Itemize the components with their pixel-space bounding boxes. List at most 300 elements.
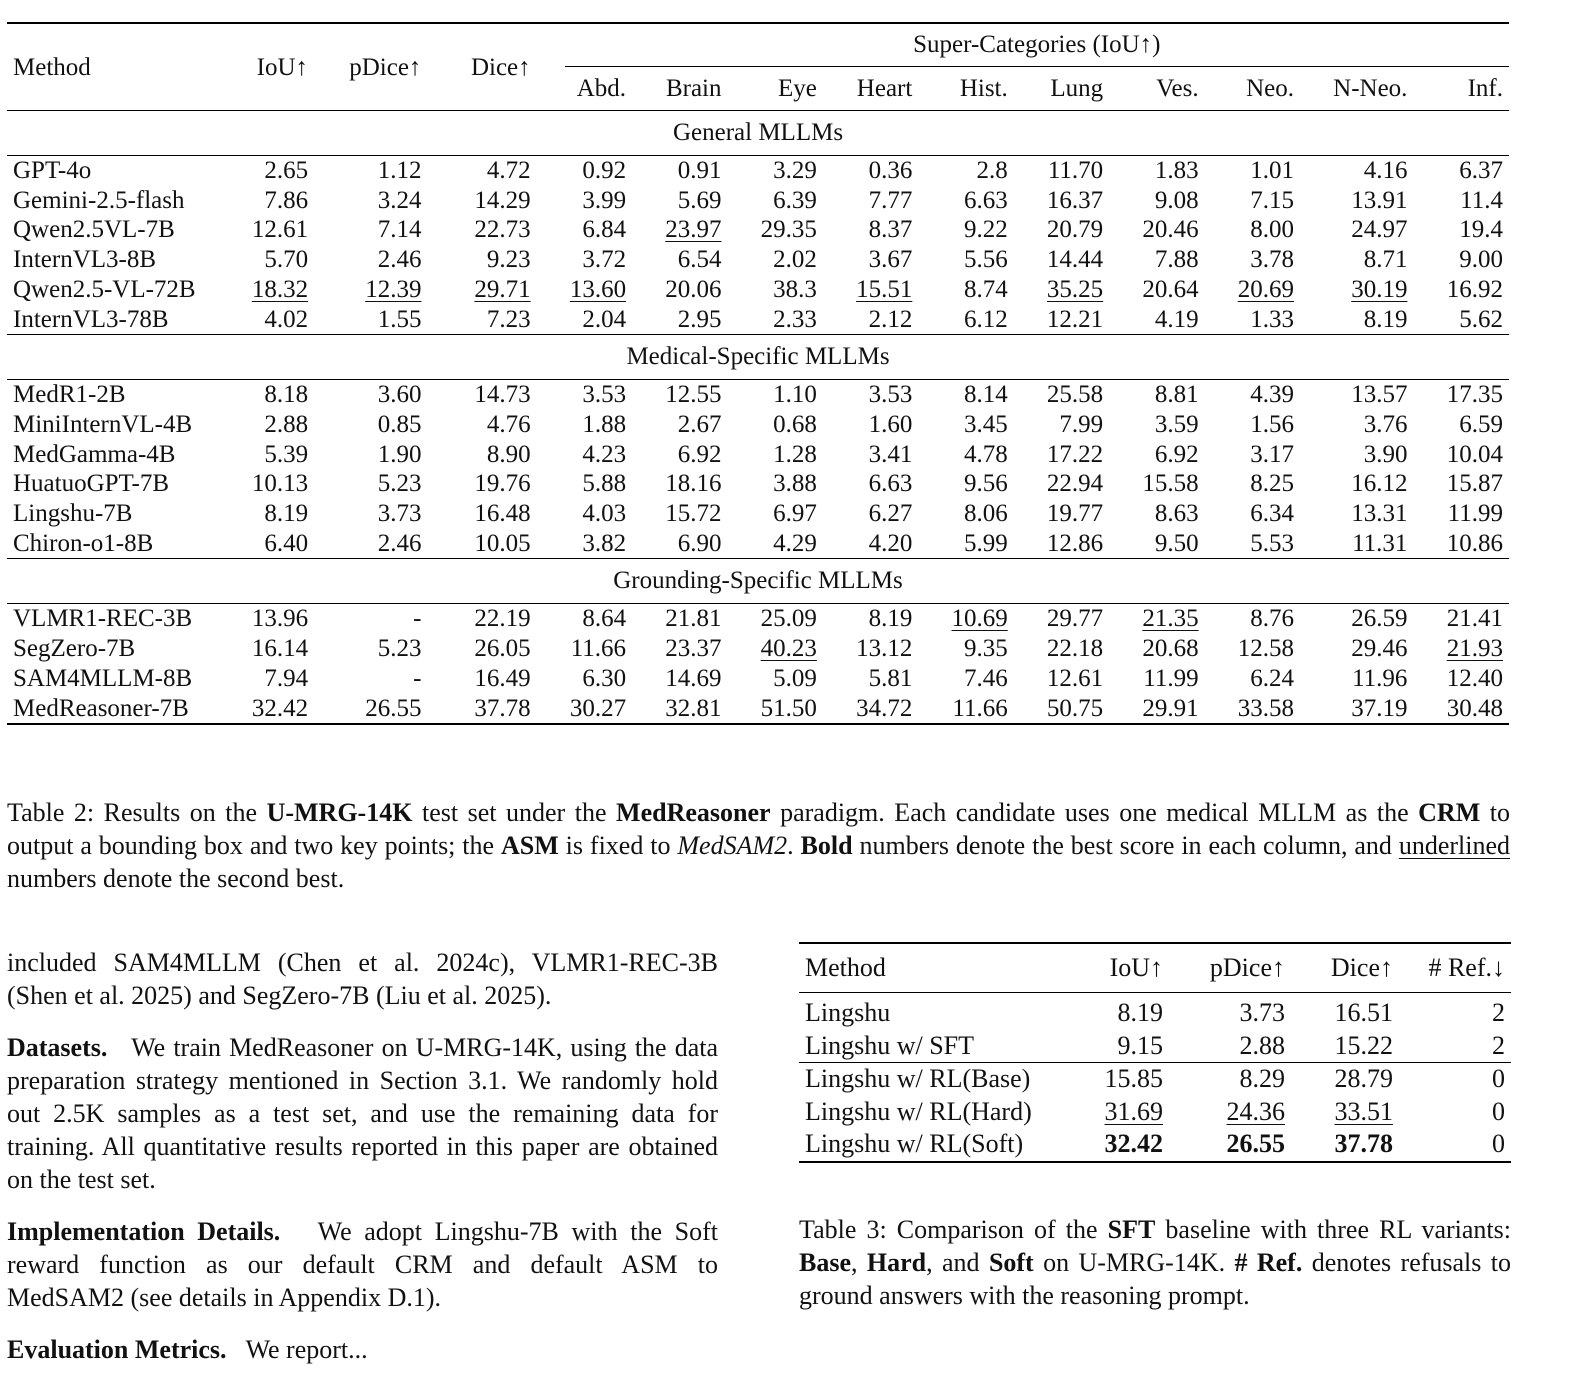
value-text: 9.35: [964, 635, 1008, 663]
value-text: 3.90: [1363, 440, 1408, 468]
paragraph-implementation: [7, 1215, 718, 1314]
table-row: [799, 993, 1511, 1030]
value-cell: [234, 604, 314, 634]
value-cell: [537, 275, 632, 305]
value-text: 2.46: [377, 246, 422, 274]
value-text: 8.19: [868, 605, 913, 633]
value-cell: [1109, 305, 1204, 335]
value-cell: [537, 499, 632, 529]
header-category: Abd.: [576, 75, 627, 102]
value-cell: [234, 275, 314, 305]
value-cell: [1014, 380, 1109, 410]
value-cell: [823, 245, 918, 275]
value-text: 15.51: [856, 275, 913, 303]
value-text: 0.36: [868, 157, 913, 184]
value-text: 3.45: [964, 410, 1008, 438]
value-cell: [1169, 993, 1291, 1030]
table-row: [7, 305, 1509, 335]
value-text: 21.93: [1446, 635, 1503, 663]
value-text: 11.70: [1047, 157, 1104, 184]
header-category: Neo.: [1246, 75, 1295, 102]
value-text: 6.92: [677, 440, 722, 468]
table-3-header-cell: Method: [799, 943, 1089, 993]
value-text: 6.59: [1459, 410, 1503, 438]
value-text: 2.8: [976, 157, 1008, 184]
value-cell: [537, 604, 632, 634]
value-cell: [234, 634, 314, 664]
value-cell: [1089, 1128, 1169, 1162]
value-text: 19.4: [1459, 216, 1503, 244]
value-text: 7.15: [1250, 186, 1295, 214]
value-text: 3.73: [377, 500, 422, 528]
value-cell: [727, 410, 822, 440]
value-text: 10.13: [251, 470, 309, 498]
paragraph-text: We train MedReasoner on U-MRG-14K, using the data preparation strategy mentioned in Section 3.1. We randomly hold out 2.5K samples as a test set, and use the remaining data for training. All quantitative results reported in this paper are obtained on the test set.: [7, 1033, 718, 1194]
value-cell: [427, 499, 536, 529]
value-text: 25.09: [760, 605, 817, 633]
value-text: 16.37: [1046, 186, 1104, 214]
method-cell: HuatuoGPT-7B: [13, 470, 170, 498]
caption-text: is fixed to: [558, 831, 678, 860]
value-cell: [1089, 993, 1169, 1030]
value-text: 32.42: [1104, 1129, 1163, 1159]
value-text: 29.46: [1351, 635, 1408, 663]
value-text: 13.91: [1351, 186, 1408, 214]
value-text: 30.27: [569, 694, 627, 722]
value-cell: [1300, 305, 1413, 335]
value-text: 10.05: [474, 529, 531, 557]
caption-text: ,: [851, 1248, 867, 1277]
caption-text: numbers denote the best score in each column, and: [852, 831, 1399, 860]
value-text: 33.58: [1237, 694, 1295, 722]
value-text: 5.88: [582, 470, 627, 498]
value-text: 0: [1492, 1064, 1505, 1094]
value-cell: [918, 186, 1013, 216]
value-cell: [1300, 469, 1413, 499]
value-cell: [1205, 215, 1300, 245]
value-cell: [314, 634, 427, 664]
value-text: 21.41: [1446, 605, 1503, 633]
value-text: 30.48: [1446, 694, 1503, 722]
value-text: 35.25: [1046, 275, 1104, 303]
header-dice: Dice↑: [427, 23, 536, 111]
value-text: 6.12: [964, 305, 1008, 333]
table-row: [7, 664, 1509, 694]
value-cell: [1109, 469, 1204, 499]
caption-text: baseline with three RL variants:: [1155, 1215, 1511, 1244]
value-text: 9.56: [964, 470, 1008, 498]
value-text: 8.90: [486, 440, 531, 468]
caption-italic: MedSAM2: [677, 831, 788, 860]
value-cell: [1014, 634, 1109, 664]
value-text: 12.39: [365, 275, 422, 303]
results-table: [7, 22, 1509, 725]
value-text: 8.63: [1154, 500, 1199, 528]
value-cell: [823, 469, 918, 499]
value-cell: [632, 440, 727, 470]
value-cell: [1300, 245, 1413, 275]
value-cell: [1109, 604, 1204, 634]
value-text: 9.22: [964, 216, 1008, 244]
value-text: 3.99: [582, 186, 627, 214]
value-cell: [1089, 1063, 1169, 1096]
value-cell: [314, 410, 427, 440]
value-text: 37.78: [474, 694, 531, 722]
caption-underlined: underlined: [1398, 831, 1511, 860]
value-cell: [918, 410, 1013, 440]
table-3-header-cell: pDice↑: [1169, 943, 1291, 993]
value-text: 6.30: [582, 664, 627, 692]
header-category: Brain: [665, 75, 722, 102]
value-cell: [1413, 305, 1509, 335]
table-3-header-row: [799, 943, 1511, 993]
value-text: 7.94: [264, 664, 309, 692]
value-text: 33.51: [1334, 1096, 1393, 1126]
value-text: 15.58: [1142, 470, 1199, 498]
value-cell: [632, 245, 727, 275]
value-cell: [1014, 664, 1109, 694]
value-cell: [823, 664, 918, 694]
value-text: 5.99: [964, 529, 1008, 557]
method-cell: MedGamma-4B: [13, 440, 176, 468]
value-text: 6.37: [1459, 157, 1503, 184]
value-text: 10.86: [1446, 529, 1503, 557]
value-cell: [314, 245, 427, 275]
value-cell: [1300, 215, 1413, 245]
value-cell: [727, 305, 822, 335]
value-cell: [1205, 305, 1300, 335]
value-text: 23.37: [665, 635, 722, 663]
table-row: [799, 1128, 1511, 1162]
value-text: 20.79: [1046, 216, 1104, 244]
value-cell: [918, 245, 1013, 275]
value-text: 3.72: [582, 246, 627, 274]
value-text: 29.71: [474, 275, 531, 303]
value-cell: [1169, 1063, 1291, 1096]
value-cell: [1169, 1128, 1291, 1162]
method-cell: Lingshu w/ RL(Soft): [799, 1128, 1089, 1162]
value-text: 1.90: [377, 440, 422, 468]
value-cell: [1109, 380, 1204, 410]
value-text: 6.97: [773, 500, 817, 528]
value-text: 25.58: [1046, 381, 1104, 409]
value-cell: [1300, 499, 1413, 529]
value-cell: [918, 634, 1013, 664]
value-text: 14.44: [1046, 246, 1104, 274]
caption-bold: Base: [799, 1248, 851, 1277]
value-text: 5.23: [377, 470, 422, 498]
value-text: 13.57: [1351, 381, 1408, 409]
value-text: 0: [1492, 1129, 1505, 1159]
value-text: 1.83: [1154, 157, 1199, 184]
value-text: 19.77: [1046, 500, 1104, 528]
value-text: 4.19: [1154, 305, 1199, 333]
value-cell: [1205, 156, 1300, 186]
value-cell: [1205, 634, 1300, 664]
value-cell: [1291, 1096, 1399, 1129]
value-text: 0.91: [677, 157, 722, 184]
value-text: 5.53: [1250, 529, 1295, 557]
value-cell: [314, 440, 427, 470]
method-cell: InternVL3-78B: [13, 305, 169, 333]
value-text: 3.76: [1363, 410, 1408, 438]
section-header-row: [7, 335, 1509, 380]
value-text: 15.87: [1446, 470, 1503, 498]
value-text: 8.19: [264, 500, 309, 528]
method-cell: Lingshu w/ SFT: [805, 1030, 975, 1060]
value-text: 15.85: [1104, 1064, 1163, 1094]
table-row: [7, 156, 1509, 186]
value-text: 29.77: [1046, 605, 1104, 633]
value-text: -: [413, 605, 422, 633]
value-cell: [1109, 694, 1204, 725]
value-cell: [234, 469, 314, 499]
value-cell: [918, 664, 1013, 694]
value-cell: [1300, 186, 1413, 216]
table-3-header-cell: # Ref.↓: [1399, 943, 1511, 993]
value-text: 20.69: [1237, 275, 1295, 303]
value-text: 3.53: [582, 381, 627, 409]
value-text: 8.37: [868, 216, 913, 244]
value-cell: [1109, 634, 1204, 664]
method-cell: Lingshu w/ RL(Hard): [805, 1096, 1032, 1126]
value-text: 3.78: [1250, 246, 1295, 274]
value-text: 11.99: [1447, 500, 1503, 528]
table-row: [7, 245, 1509, 275]
value-text: 6.92: [1154, 440, 1199, 468]
value-text: 0.92: [582, 157, 627, 184]
value-text: 13.12: [856, 635, 913, 663]
value-cell: [1014, 186, 1109, 216]
value-text: 3.82: [582, 529, 627, 557]
value-text: 3.88: [773, 470, 817, 498]
value-cell: [1089, 1030, 1169, 1063]
value-text: 20.64: [1142, 275, 1199, 303]
value-text: 7.46: [964, 664, 1008, 692]
value-cell: [918, 694, 1013, 725]
value-text: 6.24: [1250, 664, 1295, 692]
caption-text: on U-MRG-14K.: [1033, 1248, 1235, 1277]
value-text: 32.81: [665, 694, 722, 722]
value-text: 4.03: [582, 500, 627, 528]
value-text: 5.62: [1459, 305, 1503, 333]
value-text: 2.04: [582, 305, 627, 333]
caption-bold: Hard: [866, 1248, 927, 1277]
value-text: 6.90: [677, 529, 722, 557]
value-text: 26.05: [474, 635, 531, 663]
value-text: 8.19: [1363, 305, 1408, 333]
table-row: [7, 634, 1509, 664]
value-cell: [234, 440, 314, 470]
value-cell: [427, 245, 536, 275]
value-cell: [632, 604, 727, 634]
caption-text: .: [787, 831, 801, 860]
value-cell: [234, 694, 314, 725]
value-text: 1.33: [1250, 305, 1295, 333]
value-cell: [314, 664, 427, 694]
value-cell: [1300, 664, 1413, 694]
method-cell: SegZero-7B: [13, 635, 136, 663]
value-text: 18.32: [251, 275, 309, 303]
value-text: 14.73: [474, 381, 531, 409]
value-text: 3.17: [1250, 440, 1295, 468]
value-text: 13.60: [569, 275, 627, 303]
value-cell: [1291, 1063, 1399, 1096]
section-title: Medical-Specific MLLMs: [7, 335, 1509, 380]
value-cell: [427, 156, 536, 186]
value-text: 7.77: [868, 186, 913, 214]
value-cell: [632, 469, 727, 499]
value-text: -: [413, 664, 422, 692]
value-cell: [1014, 604, 1109, 634]
value-text: 14.29: [474, 186, 531, 214]
value-cell: [537, 186, 632, 216]
value-cell: [1399, 1030, 1511, 1063]
value-text: 6.40: [264, 529, 309, 557]
table-row: [799, 1063, 1511, 1096]
value-cell: [1413, 694, 1509, 725]
header-category: Heart: [856, 75, 913, 102]
value-text: 1.55: [377, 305, 422, 333]
value-text: 5.09: [773, 664, 817, 692]
value-cell: [727, 604, 822, 634]
value-text: 16.48: [474, 500, 531, 528]
value-text: 8.00: [1250, 216, 1295, 244]
value-cell: [632, 275, 727, 305]
value-text: 3.60: [377, 381, 422, 409]
value-text: 21.35: [1142, 605, 1199, 633]
value-cell: [314, 305, 427, 335]
value-text: 2.95: [677, 305, 722, 333]
value-cell: [1399, 993, 1511, 1030]
value-text: 8.25: [1250, 470, 1295, 498]
value-cell: [234, 186, 314, 216]
table-row: [7, 604, 1509, 634]
value-text: 28.79: [1334, 1064, 1393, 1094]
caption-text: , and: [926, 1248, 989, 1277]
value-text: 6.84: [582, 216, 627, 244]
table-row: [7, 694, 1509, 725]
value-text: 22.18: [1046, 635, 1104, 663]
value-cell: [537, 469, 632, 499]
value-text: 17.35: [1446, 381, 1503, 409]
value-text: 3.24: [377, 186, 422, 214]
caption-text: to output a bounding box and two key points; the: [7, 798, 1510, 860]
value-cell: [1169, 1030, 1291, 1063]
value-cell: [314, 186, 427, 216]
value-text: 7.86: [264, 186, 309, 214]
value-text: 5.56: [964, 246, 1008, 274]
caption-text: numbers denote the second best.: [7, 864, 345, 893]
value-cell: [823, 499, 918, 529]
table-row: [7, 529, 1509, 559]
caption-bold: U-MRG-14K: [266, 798, 413, 827]
value-cell: [537, 664, 632, 694]
value-text: 2: [1492, 1030, 1505, 1060]
value-cell: [537, 245, 632, 275]
value-cell: [427, 604, 536, 634]
value-cell: [727, 499, 822, 529]
value-cell: [537, 440, 632, 470]
value-cell: [632, 186, 727, 216]
value-cell: [234, 215, 314, 245]
value-text: 7.88: [1154, 246, 1199, 274]
value-text: 1.60: [868, 410, 913, 438]
value-text: 5.23: [377, 635, 422, 663]
table-3-body: [799, 993, 1511, 1162]
value-text: 21.81: [665, 605, 722, 633]
header-category: N-Neo.: [1333, 75, 1408, 102]
table-row: [7, 469, 1509, 499]
value-cell: [823, 215, 918, 245]
value-cell: [632, 215, 727, 245]
value-text: 19.76: [474, 470, 531, 498]
value-text: 10.04: [1446, 440, 1503, 468]
table-row: [799, 1096, 1511, 1129]
method-cell: InternVL3-8B: [13, 246, 157, 274]
value-text: 8.19: [1117, 998, 1163, 1027]
value-cell: [1014, 440, 1109, 470]
value-text: 18.16: [665, 470, 722, 498]
value-cell: [427, 694, 536, 725]
value-text: 11.31: [1352, 529, 1408, 557]
value-cell: [1300, 275, 1413, 305]
value-text: 7.23: [486, 305, 531, 333]
value-text: 12.55: [665, 381, 722, 409]
value-cell: [727, 694, 822, 725]
value-cell: [427, 275, 536, 305]
value-cell: [234, 664, 314, 694]
value-text: 22.73: [474, 216, 531, 244]
value-text: 6.63: [964, 186, 1008, 214]
value-text: 51.50: [760, 694, 817, 722]
header-category: Inf.: [1467, 75, 1503, 102]
value-cell: [1205, 529, 1300, 559]
method-cell: Qwen2.5-VL-72B: [13, 275, 196, 303]
method-cell: Qwen2.5VL-7B: [13, 216, 175, 244]
value-cell: [427, 664, 536, 694]
value-text: 3.59: [1154, 410, 1199, 438]
super-categories-underline: [565, 24, 1509, 67]
value-cell: [632, 380, 727, 410]
method-cell: MiniInternVL-4B: [13, 410, 193, 438]
value-text: 4.16: [1363, 157, 1408, 184]
value-text: 8.76: [1250, 605, 1295, 633]
method-cell: MedReasoner-7B: [7, 694, 234, 725]
value-cell: [823, 440, 918, 470]
paragraph-text: included SAM4MLLM (Chen et al. 2024c), VLMR1-REC-3B (Shen et al. 2025) and SegZero-7B (Liu et al. 2025).: [7, 948, 718, 1010]
value-cell: [537, 380, 632, 410]
paragraph-text: We report...: [245, 1335, 368, 1364]
value-cell: [1413, 499, 1509, 529]
caption-bold: Soft: [988, 1248, 1034, 1277]
value-cell: [427, 410, 536, 440]
value-cell: [427, 186, 536, 216]
value-cell: [1300, 156, 1413, 186]
value-text: 8.64: [582, 605, 627, 633]
method-cell: Lingshu: [805, 998, 891, 1027]
value-text: 9.15: [1117, 1030, 1163, 1060]
caption-text: test set under the: [412, 798, 617, 827]
value-cell: [918, 305, 1013, 335]
value-cell: [1169, 1096, 1291, 1129]
value-text: 1.88: [582, 410, 627, 438]
value-cell: [918, 156, 1013, 186]
value-text: 11.66: [952, 694, 1008, 722]
table-2-caption: [7, 796, 1510, 895]
value-cell: [1413, 156, 1509, 186]
value-cell: [727, 186, 822, 216]
